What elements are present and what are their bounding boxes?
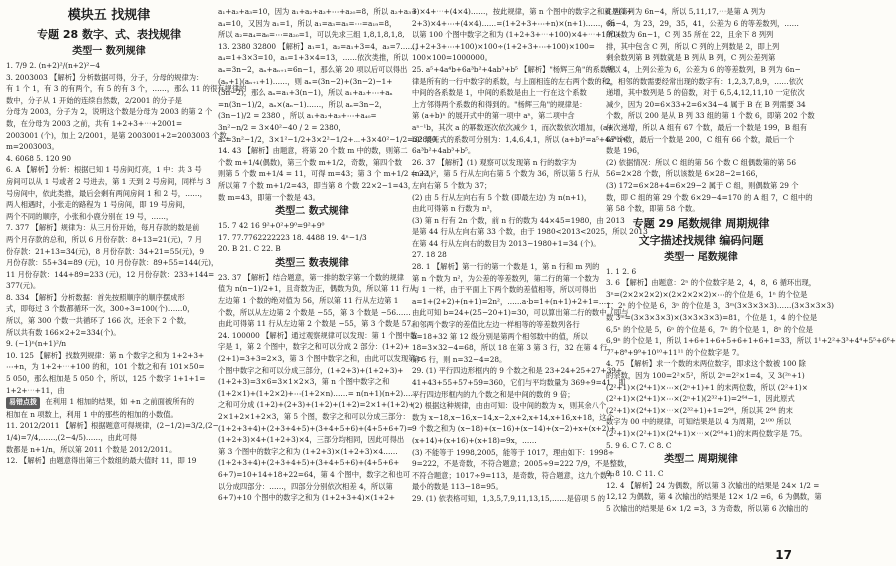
text-line: 3)×4+⋯+(4×4)……，按此规律，第 n 个图中的数字之和就是(1+ [412, 7, 633, 16]
text-line: 第 n 个数为 n²，为公差的等差数列，第二行的第一个数为 [412, 273, 600, 283]
text-line: 15. 7 42 16 9²+0²+9⁰=9²+9⁰ [218, 221, 325, 231]
text-line: 个数 m+1/4(偶数)，第三个数 m+1/2，奇数，第四个数 [218, 157, 402, 167]
text-line: 所以 a₂=a₄=a₆=⋯=a₂₀=1，可以先求三组 1,8,1,8,1,8, [218, 30, 405, 40]
text-line: 相加在 n 项数上，利用 1 中的那些的相加的小数值。 [6, 409, 178, 419]
text-line: 5 次输出的结果是 6× 1/2 =3，3 为奇数，所以第 6 次输出的 [606, 503, 809, 513]
text-line: 剩余数列第 B 列数就是 B 列从 B 列，C 列公差列第 [606, 53, 776, 63]
text-line: 房间可以从 1 号或者 2 号进去，第 1 天到 2 号房间，同样与 3 [6, 176, 211, 186]
text-line: 最小的数是 113−18=95。 [412, 482, 503, 492]
text-line: b=18+32 第 12 级分别是第两个相邻数中的值，所以 [412, 331, 588, 341]
text-line: (3n−2)，那么 aₙ=a₁+3(n−1)，所以 a₁+a₂+⋯+aₙ [218, 88, 393, 98]
text-line: 由此可知 b=24+(25−20+1)=30，可以算出第二行的数中（即与 [412, 308, 629, 318]
text-line: 41+43+55+57+59=360，它们与平均数量为 369÷9=41，即 [412, 378, 626, 387]
text-line: b)⁵ 展开式的系数可分别为：1,4,6,4,1，所以 (a+b)⁵=a⁵+4a⁴b+ [412, 134, 628, 144]
text-line: 易错点拨 在利用 1 相加的结果，如 +n 之前面被所有的 [6, 396, 212, 409]
text-line: 9. (−1)ⁿ(n+1)²/n [6, 339, 67, 349]
text-line: 2+3)×4+⋯+(4×4)……=(1+2+3+⋯+n)×(n+1)……，所 [412, 18, 615, 28]
answer-lines [606, 6, 815, 215]
text-line: 27. 18 28 [412, 250, 447, 260]
text-line: 则第 5 个数 m+1/4 = 11，可得 m=43；第 3 个 m+1/2 = 22， [218, 169, 436, 179]
text-line: (3) 第 n 行有 2n 个数，前 n 行的数为 44×45=1980，由 2013 [412, 215, 625, 225]
text-line: (1+2+3+⋯+100)×100÷(1+2+3+⋯+100)×100= [412, 41, 595, 51]
text-line: 12. 4 【解析】24 为偶数，所以第 3 次输出的结果是 24× 1/2 = [606, 480, 820, 490]
text-line: m=2003003。 [6, 142, 59, 152]
type-title: 类型二 数式规律 [275, 206, 349, 218]
text-line: (2²+1)×(2²+1)×(2⁴+1)×⋯×(2⁶⁴+1)的末两位数字是 75。 [606, 429, 807, 438]
text-line: 字是 1，第 2 个图中，数字之和可以分成 2 部分：(1+2)+ [218, 342, 410, 352]
text-line: (2²+1)×(2⁴+1)×⋯×(2ⁿ+1)+1 的末两位数，所以 (2²+1)× [606, 382, 808, 392]
page-number: 17 [775, 548, 792, 562]
text-line: 的余数，因为 100=2²×5²，所以 2ⁿ=2²×1=4，又 3(²ⁿ+1) [606, 371, 805, 381]
text-line: 3n²−n/2 = 3×40²−40 / 2 = 2380， [218, 122, 346, 132]
answer-lines [606, 266, 896, 452]
text-line: 12. 【解析】由题意得出第三个数组的最大值时 11，即 19 [6, 456, 197, 466]
text-line: 个数，所以 200 是从 B 列 33 组的第 1 个数 6，即第 202 个数 [606, 111, 815, 121]
text-line: (3n−1)/2 = 2380 ，所以 a₁+a₂+a₃+⋯+a₄₀= [218, 111, 377, 121]
text-line: (1+2×1)+(1+2×2)+⋯(1+2×n)……= n(n+1)(n+2)…… [218, 388, 418, 398]
text-line: (2²+1)×(2⁴+1)×⋯×(2³²+1)+1=2⁶⁴，所以其 2⁶⁴ 的末 [606, 405, 793, 415]
text-line: aⁿ⁻¹b，其次 a 的幂数逐次依次减少 1，而次数依次增加，(a+ [412, 122, 614, 132]
text-line: 9. 8 10. C 11. C [606, 469, 664, 479]
text-line: 和邻两个数字的差值比左边一样相等的等差数列各行 [412, 320, 580, 330]
text-line: a₄=10，又因为 a₁=1，所以 a₁=a₃=a₅=⋯=a₁₉=8， [218, 18, 397, 28]
text-line: ⋯+n，为 1+2+⋯+100 的和，101 个数之和有 101×50= [6, 362, 205, 372]
module-title: 模块五 找规律 [67, 8, 151, 23]
topic-title: 专题 29 尾数规律 周期规律 [632, 216, 770, 230]
text-line: 2，相邻的数需要经常出现的数字有：1,2,3,7,8,9，……依次 [606, 76, 804, 86]
text-line: (1+2+3)=3×6=3×1×2×3，第 n 个图中数字之和 [218, 377, 390, 387]
text-line: (2+1)=3+3=2×3，第 3 个图中数字之和，由此可以发现第 n [218, 354, 423, 364]
text-line: a₁+a₂+a₃=10，因为 a₁+a₂+a₃+⋯+a₂₀=8，所以 a₂+a₃+ [218, 7, 418, 16]
text-line: 3. 6 【解析】由题意：2ⁿ 的个位数字是 2，4，8，6 循环出现， [606, 278, 817, 288]
text-line: 2×1+2×1+2×3，第 5 个图，数字之和可以分成三部分： [218, 412, 410, 421]
text-line: 数是 196， [606, 146, 645, 156]
text-line: 数中，分子从 1 开始的连续自然数，2/2001 的分子是 [6, 95, 182, 105]
text-line: (3) 172=6×28+4=6×29−2 属于 C 组，则偶数第 29 个 [606, 180, 799, 190]
text-line: 排，其中包含 C 列，所以 C 列的上列数是 2，即上列 [606, 41, 780, 51]
text-line: 第 3 个图中的数字之和为 (1+2+3)×(1+2+3)×4…… [218, 446, 398, 456]
text-line: 26. 37 【解析】(1) 观察可以发现第 n 行的数字为 [412, 157, 577, 167]
column-4 [606, 6, 896, 560]
text-line: 以分成四部分：……，四部分分别依次相差 4，所以第 [218, 481, 393, 491]
text-line: 100×100=1000000。 [412, 53, 492, 63]
text-line: 个图中数字之和可以分成三部分，(1+2+3)+(1+2+3)+ [218, 365, 404, 375]
text-line: 9=222，不是奇数，不符合题意；2005÷9=222 7/9，不是整数， [412, 459, 632, 469]
answer-lines [218, 220, 406, 255]
text-line: 23. 37 【解析】结合题意，第一排的数字第一个数的规律 [218, 272, 405, 282]
text-line: 律是所有的一行中数字的系数，与上面相连的左右两个数的和， [412, 76, 617, 86]
type-title: 类型三 数表规律 [275, 257, 349, 269]
text-line: 第 5 行，则 n=32−4=28。 [412, 354, 507, 364]
text-line: (n+1)²，第 5 行从左向右第 5 个数为 36，所以第 5 行从 [412, 169, 600, 179]
text-line: 20. B 21. C 22. B [218, 244, 281, 254]
text-line: 分母为 2003，分子为 2，说明这个数是分母为 2003 的第 2 个 [6, 107, 213, 117]
text-line: 6,9ⁿ 的个位是 1，所以 1+6+1+6+5+6+1+6+1=33，所以 1¹+2²+3³+4⁴+5⁵+6⁶+ [606, 336, 896, 346]
text-line: 1. 1 2. 6 [606, 266, 637, 276]
text-line: 两个月存款的总和，所以 6 月份存款：8+13=21(元)，7 月 [6, 234, 203, 244]
text-line: 12,12 为偶数，第 4 次输出的结果是 12× 1/2 =6，6 为偶数，第 [606, 492, 822, 502]
text-line: 4. 6068 5. 120 90 [6, 153, 71, 163]
type-title: 类型二 周期规律 [664, 454, 738, 466]
column-1 [6, 6, 247, 560]
text-line: 两人相遇时，小张走的路程为 1 号房间，即 19 号房间， [6, 200, 190, 210]
text-line: 之和可分成 (1+2)+(2+3)+(1+2)+(1+2)=2×1+(1+2)+ [218, 400, 415, 410]
text-line: 数为 x−18,x−16,x−14,x−2,x+2,x+14,x+16,x+18，这个 [412, 412, 614, 422]
text-line: 14. 43 【解析】由题意，将第 20 个数 m 中的数，则第二 [218, 146, 408, 156]
text-line: 所以共有数 166×2+2=334(个)。 [6, 327, 121, 337]
text-line: 2003001 (个)，加上 2/2001，是第 2003001+2=2003003 个数， [6, 130, 234, 140]
text-line: 1. 7/9 2. (n+2)²/(n+2)²−4 [6, 61, 100, 70]
topic-title: 专题 28 数字、式、表找规律 [37, 28, 181, 41]
text-line: 由此可得第 11 行从左边第 2 个数是 −55，第 3 个数是 57。 [218, 319, 419, 329]
text-line: 3ⁿ=(2×2×2×2)×(2×2×2×2)×⋯的个位是 6，1ⁿ 的个位是 [606, 289, 808, 299]
text-line: 月份存款：55+34=89 (元)，10 月份存款：89+55=144(元)， [6, 258, 219, 268]
text-line: 数字为 00 中的规律，可知结果是以 4 为周期，2¹⁰⁰ 所以 [606, 417, 791, 427]
text-line: 与 1 一样，由于平面上下两个数的差值相等，所以可得出 [412, 285, 597, 295]
text-line: (2) 根据这种规律，由由可知：设中间的数为 x，则其余八个 [412, 401, 607, 411]
text-line: 数 3ᵐ=(3×3×3×3)×(3×3×3×3)=81，个位是 1，4 的个位是 [606, 313, 818, 323]
text-line: 数都是 n+1/n，所以第 2011 个数是 2012/2011。 [6, 444, 177, 454]
text-line: 6a³b²+4ab³+b⁵。 [412, 146, 476, 156]
text-line: 个数，所以从左边第 2 个数是 −55，第 3 个数是 −56…… [218, 307, 411, 317]
text-line: =n(3n−1)/2，aₙ×(aₙ−1)……，所以 aₙ=3n−2， [218, 99, 387, 109]
text-line: 所以 4，上列公差为 6，公差为 6 的等差数列，B 列为 6n− [606, 64, 801, 74]
text-line: 11 月份存款：144+89=233 (元)，12 月份存款：233+144= [6, 269, 215, 279]
text-line: 4. 75 【解析】求一个数的末两位数字，即求这个数被 100 除 [606, 359, 806, 369]
text-line: 号房间中，依此类推，最后会剩有两间房间 1 和 2 号，……， [6, 188, 207, 198]
text-line: (2²+1)×(2⁴+1)×⋯×(2ⁿ+1)(2³²+1)=2⁶⁴−1，因此原式 [606, 394, 795, 404]
text-line: 5. 9 6. C 7. C 8. C [606, 440, 672, 450]
text-line: 平行四边形框内的九个数之和是中间的数的 9 倍； [412, 389, 575, 399]
text-line: 6+7)+10 个图中的数字之和为 (1+2+3+4)×(1+2+ [218, 493, 396, 503]
text-line: 式，即每过 3 个数都循环一次，300÷3=100(个)……0， [6, 304, 195, 314]
text-line: 6,5ⁿ 的个位是 5，6ⁿ 的个位是 6，7ⁿ 的个位是 1，8ⁿ 的个位是 [606, 324, 813, 334]
text-line: 56=2×28 个数，所以该数是 6×28−2=166， [606, 169, 763, 179]
text-line: 17. 77.7762222223 18. 4488 19. 4ⁿ−1/3 [218, 232, 367, 242]
text-line: 值为 n(n−1)/2+1，且奇数为正，偶数为负，所以第 11 行从 [218, 284, 417, 294]
answer-lines [606, 468, 822, 514]
text-line: (x+14)+(x+16)+(x+18)=9x，…… [412, 435, 537, 445]
text-line: (3) 不能等于 1998,2005，能等于 1017，理由如下：1998÷ [412, 447, 615, 457]
text-line: 28. 1 【解析】第一行的第一个数是 1，第 n 行和 m 列的 [412, 262, 600, 272]
answer-lines [6, 60, 247, 467]
text-line: 中间的各系数是 1，中间的系数是由上一行在这个系数 [412, 88, 587, 98]
text-line: 由此可得第 n 行数为 n²， [412, 204, 497, 214]
text-line: 9 个数之和为 (x−18)+(x−16)+(x−14)+(x−2)+x+(x+2)+ [412, 424, 616, 434]
text-line: 第 58 个数，即第 58 个数。 [606, 204, 700, 214]
text-line: 份存款：21+13=34(元)，8 月份存款：34+21=55(元)，9 [6, 246, 205, 256]
text-line: (1+2+3)×4+(1+2+3)×4，三部分均相同，因此可得出 [218, 435, 405, 445]
text-line: 递增，其中数列是 5 的倍数，对于 6,5,4,12,11,10 一定依次 [606, 88, 805, 98]
text-line: 数，即 C 组的第 29 个数 6×29−4=170 的 A 组 7，C 组中的 [606, 192, 813, 202]
text-line: aₙ=3n−2，aₙ+aₙ₊₁=6n−1，那么第 20 项以后可以得出 [218, 64, 408, 74]
text-line: 24. 100000 【解析】通过观察规律可以发现：第 1 个图中数 [218, 330, 418, 340]
text-line: 第 (a+b)ⁿ 的展开式中的第一项中 aⁿ，第二项中含 [412, 111, 575, 121]
text-line: 11. 2012/2011 【解析】根据题意可得规律，(2−1/2)=3/2,(2− [6, 421, 219, 431]
text-line: 5 050，那么相加是 5 050 个，所以，125 个数字 1+1+1= [6, 374, 206, 384]
type-title: 类型一 尾数规律 [664, 251, 738, 263]
text-line: 上方邻得两个系数的和得到的。"杨辉三角"的规律是： [412, 99, 587, 109]
text-line: 13. 2380 32800 【解析】a₁=1，a₂=a₁+3=4，a₃=7……， [218, 41, 423, 51]
text-line: 18=3×32−4=68，所以 18 在第 3 第 3 行，32 在第 4 行 [412, 343, 608, 353]
text-line: 所以第 7 个数 m+1/2=43，即当第 8 个数 22×2−1=43， [218, 180, 416, 190]
text-line: (aₙ+1)(aₙ₊₁+1)……，则 aₙ=(3n−2)+(3n−2)−1+ [218, 76, 393, 86]
answer-lines [218, 272, 423, 504]
text-line: 减少，因为 20=6×33+2=6×34−4 属于 B 在 B 列需要 34 [606, 99, 806, 109]
text-line: 左向右第 5 个数为 37； [412, 180, 492, 190]
text-line: 29. (1) 依表格可知，1,3,5,7,9,11,13,15,……是倍项 5 的 [412, 493, 606, 503]
text-line: aₙ=3n²−1/2，3×1²−1/2+3×2²−1/2+⋯+3×40²−1/2=32800。 [218, 134, 444, 144]
topic-title-2: 文字描述找规律 编码问题 [638, 233, 764, 247]
text-line: 29. (1) 平行四边形框内的 9 个数之和是 23+24+25+27+39+ [412, 366, 623, 376]
tip-badge: 易错点拨 [6, 397, 40, 409]
text-line: 不符合题意；1017÷9=113，是奇数，符合题意，这九个数中 [412, 470, 615, 480]
text-line: 数，在分母为 2003 之前，共有 1+2+3+⋯+2001= [6, 118, 183, 128]
text-line: 以第 100 个图中数字之和为 (1+2+3+⋯+100)×4+⋯+100+ [412, 30, 622, 40]
text-line: 8. 334 【解析】分析数据：首先按照顺序的顺序摆成形 [6, 292, 185, 302]
text-line: 数 m=43，即第一个数是 43。 [218, 192, 320, 202]
text-line: (2) 依据情况：所以 C 组的第 56 个数 C 组偶数第的第 56 [606, 157, 796, 167]
text-line: 1，2ⁿ 的个位是 6，3ⁿ 的个位是 3，3ᵐ(3×3×3×3)……(3×3×3×3) [606, 301, 834, 311]
text-line: 左边第 1 个数的绝对值为 56，所以第 11 行从左边第 1 [218, 296, 399, 306]
text-line: 依次递增，所以 A 组有 67 个数，最后一个数是 199，B 组有 [606, 122, 807, 132]
text-line: 两个不同的顺序，小张和小鹿分别在 19 号，……， [6, 211, 174, 221]
text-line: (1+2+3+4)+(2+3+4+5)+(3+4+5+6)+(4+5+6+ [218, 458, 400, 468]
type-title: 类型一 数列规律 [72, 46, 146, 57]
text-line: (2) 由 5 行从左向右有 5 个数 (即最左边) 为 n(n+1)， [412, 192, 592, 202]
text-line: 3. 2003003 【解析】分析数据可得，分子，分母的规律为： [6, 72, 204, 82]
text-line: 所以数为 6n−1，C 列 35 所在 22，且余下 8 列列 [606, 30, 774, 40]
text-line: 377(元)。 [6, 281, 41, 291]
text-line: 25. a⁵+4a⁴b+6a³b²+4ab³+b⁵ 【解析】"杨辉三角"的系数规 [412, 64, 615, 74]
text-line: 1/4)=7/4,……,(2−4/5)……，由此可得 [6, 433, 137, 442]
text-line: 7⁷+8⁸+9⁹+10¹⁰+11¹¹ 的个位数字是 7。 [606, 347, 744, 357]
text-line: 67 个数，最后一个数是 200，C 组有 66 个数，最后一个 [606, 134, 795, 144]
text-line: 6. A 【解析】分析：根据已知 1 号房间灯亮，1 中：共 3 号 [6, 165, 202, 175]
text-line: 有 1 个 1，有 3 的有两个，有 5 的有 3 个，……，那么 11 的很有规律的 [6, 84, 247, 94]
text-line: 10. 125 【解析】找数列规律：第 n 个数字之和为 1+2+3+ [6, 350, 205, 360]
text-line: 6n−4，为 23，29，35，41，公差为 6 的等差数列，…… [606, 18, 799, 28]
text-line: (1+2+3+4)+(2+3+4+5)+(3+4+5+6)+(4+5+6+7)= [218, 423, 413, 433]
text-line: 1+2+⋯+11，由 [6, 385, 65, 395]
text-line: 所以，第 300 个数一共循环了 166 次，还余下 2 个数， [6, 316, 192, 326]
text-line: 6 列第列为 6n−4，所以 5,11,17,⋯是第 A 列为 [606, 7, 766, 16]
text-line: a=1+(2+2)+(n+1)=2n²，……a·b=1+(n+1)+2+1=…… [412, 296, 614, 306]
text-line: a₄=1+3×3=10，a₅=1+3×4=13，……依次类推，所以 [218, 53, 409, 63]
text-line: 7. 377 【解析】规律为：从三月份开始，每月存款的数是前 [6, 223, 200, 233]
text-line: 是第 44 行从左向右第 33 个数，由于 1980<2013<2025，所以 2013 [412, 227, 648, 237]
text-line: 在第 44 行从左向右的数目为 2013−1980+1=34 (个)。 [412, 238, 601, 248]
text-line: 6+7)=10+14+18+22=64，第 4 个图中，数字之和也可 [218, 469, 411, 479]
